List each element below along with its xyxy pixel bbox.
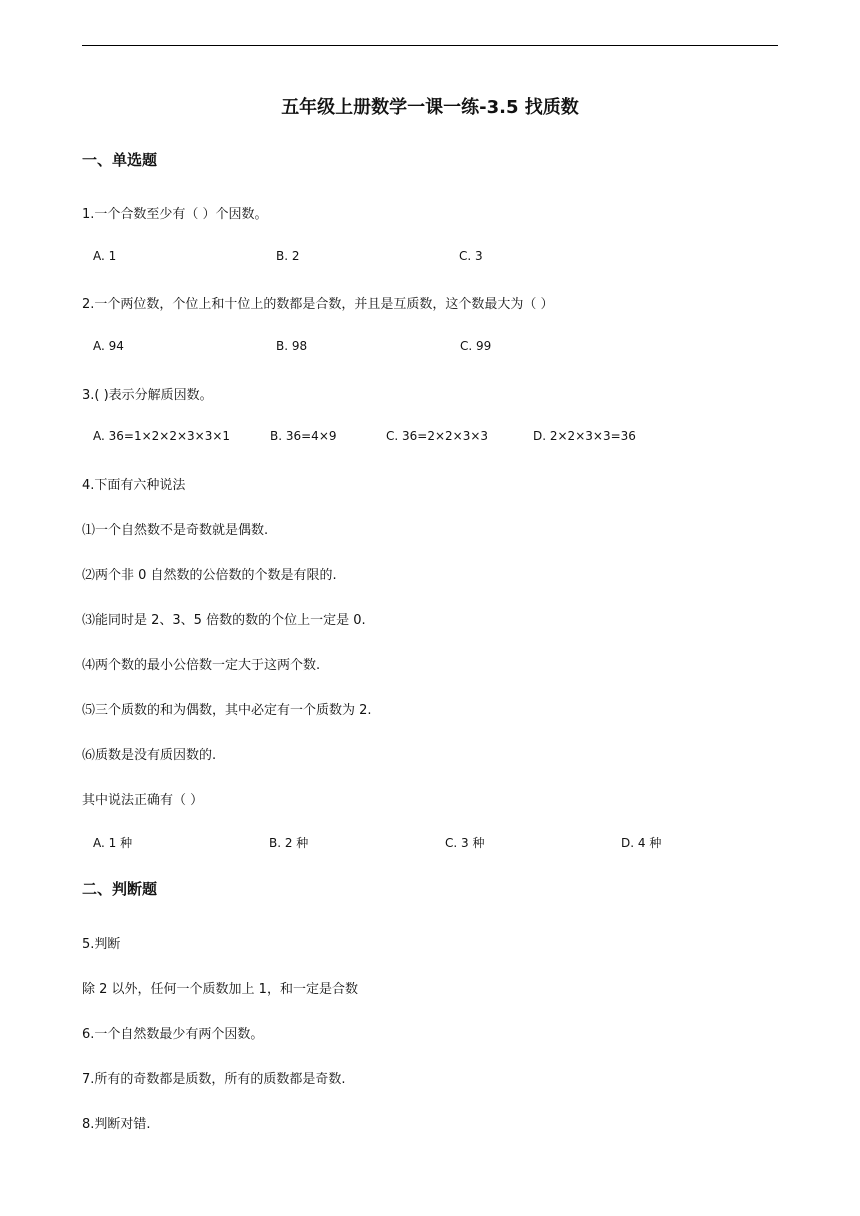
q1-option-c[interactable]: C. 3 xyxy=(459,249,483,263)
section-heading-true-false: 二、判断题 xyxy=(82,880,158,898)
q4-statement: ⑹质数是没有质因数的. xyxy=(82,748,217,763)
q3-option-c[interactable]: C. 36=2×2×3×3 xyxy=(386,429,489,443)
q4-statement: ⑶能同时是 2、3、5 倍数的数的个位上一定是 0. xyxy=(82,613,366,628)
q4-option-c[interactable]: C. 3 种 xyxy=(445,836,485,850)
section-heading-single-choice: 一、单选题 xyxy=(82,151,158,169)
q4-prompt: 其中说法正确有（ ） xyxy=(82,793,204,808)
question-3: 3.( )表示分解质因数。 xyxy=(82,388,213,403)
question-4: 4.下面有六种说法 xyxy=(82,478,186,493)
q4-option-d[interactable]: D. 4 种 xyxy=(621,836,662,850)
question-5: 5.判断 xyxy=(82,937,121,952)
q4-statement: ⑴一个自然数不是奇数就是偶数. xyxy=(82,523,269,538)
q2-option-a[interactable]: A. 94 xyxy=(93,339,124,353)
q1-option-a[interactable]: A. 1 xyxy=(93,249,117,263)
q4-statement: ⑵两个非 0 自然数的公倍数的个数是有限的. xyxy=(82,568,337,583)
question-1: 1.一个合数至少有（ ）个因数。 xyxy=(82,207,268,222)
header-rule xyxy=(82,45,778,46)
question-8: 8.判断对错. xyxy=(82,1117,151,1132)
question-5-statement: 除 2 以外，任何一个质数加上 1，和一定是合数 xyxy=(82,982,358,997)
q1-option-b[interactable]: B. 2 xyxy=(276,249,300,263)
q3-option-b[interactable]: B. 36=4×9 xyxy=(270,429,337,443)
q4-statement: ⑸三个质数的和为偶数，其中必定有一个质数为 2. xyxy=(82,703,372,718)
q2-option-c[interactable]: C. 99 xyxy=(460,339,492,353)
question-6: 6.一个自然数最少有两个因数。 xyxy=(82,1027,264,1042)
q4-option-b[interactable]: B. 2 种 xyxy=(269,836,309,850)
question-7: 7.所有的奇数都是质数，所有的质数都是奇数. xyxy=(82,1072,346,1087)
q3-option-d[interactable]: D. 2×2×3×3=36 xyxy=(533,429,636,443)
q3-option-a[interactable]: A. 36=1×2×2×3×3×1 xyxy=(93,429,231,443)
q4-option-a[interactable]: A. 1 种 xyxy=(93,836,133,850)
q2-option-b[interactable]: B. 98 xyxy=(276,339,308,353)
question-2: 2.一个两位数，个位上和十位上的数都是合数，并且是互质数，这个数最大为（ ） xyxy=(82,297,554,312)
page-title: 五年级上册数学一课一练-3.5 找质数 xyxy=(281,97,579,118)
q4-statement: ⑷两个数的最小公倍数一定大于这两个数. xyxy=(82,658,321,673)
